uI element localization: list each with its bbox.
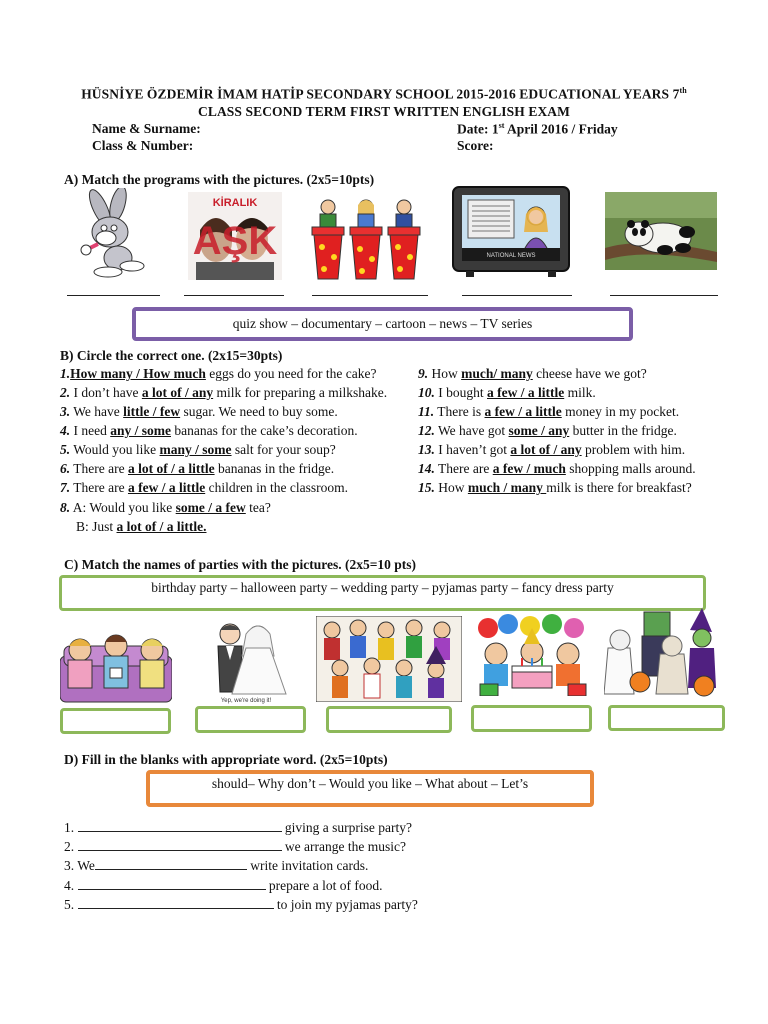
item-suffix: we arrange the music?: [281, 839, 406, 855]
question-number: 2.: [60, 385, 71, 400]
item-number: 2.: [64, 839, 75, 855]
question-number: 7.: [60, 480, 71, 495]
option-b8[interactable]: some / a few: [175, 500, 246, 515]
section-a-heading: A) Match the programs with the pictures. (2x5=10pts): [64, 172, 375, 187]
answer-line-a1[interactable]: [67, 295, 160, 296]
item-suffix: write invitation cards.: [246, 858, 369, 874]
question-text-after: bananas in the fridge.: [214, 461, 335, 476]
question-b-right-1: [418, 385, 596, 401]
question-text-after: eggs do you need for the cake?: [205, 366, 377, 381]
pyjamas-party-picture: [60, 616, 172, 704]
question-text-after: milk for preparing a milkshake.: [213, 385, 388, 400]
question-b-right-6: [418, 480, 692, 496]
question-text-after: money in my pocket.: [561, 404, 680, 419]
question-b-left-2: [60, 404, 338, 420]
question-b-right-5: [418, 461, 696, 477]
question-text-after: salt for your soup?: [231, 442, 336, 457]
question-number: 14.: [418, 461, 435, 476]
answer-option[interactable]: much / many: [467, 480, 547, 495]
answer-option[interactable]: a lot of / a little: [127, 461, 215, 476]
question-number: 10.: [418, 385, 435, 400]
halloween-party-picture: [604, 608, 720, 698]
section-c-heading: C) Match the names of parties with the pictures. (2x5=10 pts): [64, 557, 417, 572]
svg-text:Yep, we're doing it!: Yep, we're doing it!: [220, 698, 272, 704]
question-number: 3.: [60, 404, 71, 419]
question-number: 15.: [418, 480, 435, 495]
question-text-after: shopping malls around.: [565, 461, 696, 476]
answer-option[interactable]: a lot of / any: [510, 442, 582, 457]
blank-input[interactable]: [78, 897, 274, 909]
section-a-word-options: quiz show – documentary – cartoon – news – TV series: [232, 316, 533, 331]
section-c-word-options: birthday party – halloween party – wedding party – pyjamas party – fancy dress party: [151, 580, 614, 595]
question-text-after: bananas for the cake’s decoration.: [170, 423, 358, 438]
question-b-right-0: [418, 366, 647, 382]
name-label: Name & Surname:: [92, 121, 201, 136]
question-b-right-3: [418, 423, 677, 439]
question-number: 5.: [60, 442, 71, 457]
question-text-before: I bought: [434, 385, 487, 400]
question-b8-answer: B: Just a lot of / a little.: [76, 519, 207, 534]
answer-option[interactable]: much/ many: [461, 366, 533, 381]
blank-input[interactable]: [78, 820, 282, 832]
item-number: 3.: [64, 858, 75, 874]
answer-option[interactable]: a lot of / any: [141, 385, 214, 400]
question-b-left-5: [60, 461, 334, 477]
question-text-before: There is: [434, 404, 485, 419]
question-b-left-0: [60, 366, 376, 382]
section-d-heading: D) Fill in the blanks with appropriate word. (2x5=10pts): [64, 752, 388, 767]
answer-option[interactable]: some / any: [508, 423, 570, 438]
section-d-word-options: should– Why don’t – Would you like – What about – Let’s: [211, 776, 529, 791]
fancy-dress-party-picture: [316, 616, 462, 702]
question-text-after: butter in the fridge.: [569, 423, 677, 438]
item-suffix: prepare a lot of food.: [265, 877, 383, 893]
answer-line-a2[interactable]: [184, 295, 284, 296]
blank-input[interactable]: [95, 858, 247, 870]
answer-option[interactable]: a few / a little: [484, 404, 562, 419]
kiralik-ask-tv-series-picture: [188, 192, 282, 280]
option-b8-answer[interactable]: a lot of / a little.: [116, 519, 207, 534]
exam-title-line1: HÜSNİYE ÖZDEMİR İMAM HATİP SECONDARY SCHOOL 2015-2016 EDUCATIONAL YEARS 7th: [81, 86, 687, 102]
fill-item-1: [64, 820, 412, 836]
fill-item-3: [64, 858, 368, 874]
question-number: 13.: [418, 442, 435, 457]
item-number: 4.: [64, 877, 75, 893]
question-b-left-6: [60, 480, 348, 496]
question-text-before: I don’t have: [70, 385, 142, 400]
question-text-after: cheese have we got?: [532, 366, 647, 381]
answer-box-c1[interactable]: [60, 708, 171, 734]
question-b-left-4: [60, 442, 336, 458]
question-text-after: problem with him.: [581, 442, 686, 457]
birthday-party-picture: [474, 614, 592, 696]
class-label: Class & Number:: [92, 138, 194, 153]
question-text-after: children in the classroom.: [205, 480, 349, 495]
question-b-left-1: [60, 385, 387, 401]
question-text-before: I need: [70, 423, 111, 438]
answer-box-c3[interactable]: [326, 706, 452, 733]
answer-line-a3[interactable]: [312, 295, 428, 296]
section-b-heading: B) Circle the correct one. (2x15=30pts): [60, 348, 283, 363]
question-text-before: How: [434, 480, 468, 495]
question-number: 4.: [60, 423, 71, 438]
question-text-after: milk is there for breakfast?: [546, 480, 692, 495]
question-text-before: I haven’t got: [434, 442, 511, 457]
blank-input[interactable]: [78, 878, 266, 890]
item-number: 5.: [64, 896, 75, 912]
answer-box-c4[interactable]: [471, 705, 592, 732]
question-number: 12.: [418, 423, 435, 438]
fill-item-5: [64, 897, 418, 913]
question-text-before: There are: [434, 461, 493, 476]
item-prefix: We: [77, 858, 95, 874]
question-b-left-3: [60, 423, 358, 439]
answer-option[interactable]: any / some: [110, 423, 171, 438]
fill-item-4: [64, 878, 382, 894]
question-text-before: There are: [70, 461, 128, 476]
question-text-after: milk.: [564, 385, 596, 400]
svg-text:NATIONAL NEWS: NATIONAL NEWS: [486, 253, 536, 259]
answer-option[interactable]: How many / How much: [70, 366, 206, 381]
question-text-before: Would you like: [70, 442, 160, 457]
quiz-show-picture: [310, 195, 422, 281]
question-b-right-4: [418, 442, 685, 458]
fill-item-2: [64, 839, 406, 855]
question-text-before: We have: [70, 404, 124, 419]
question-number: 6.: [60, 461, 71, 476]
blank-input[interactable]: [78, 839, 282, 851]
question-text-after: sugar. We need to buy some.: [180, 404, 338, 419]
bugs-bunny-cartoon-picture: [68, 188, 160, 280]
item-number: 1.: [64, 820, 75, 835]
question-text-before: There are: [70, 480, 128, 495]
question-text-before: How: [428, 366, 462, 381]
panda-documentary-picture: [605, 192, 717, 270]
svg-text:KİRALIK: KİRALIK: [212, 197, 258, 209]
question-number: 1.: [60, 366, 71, 381]
date-label: Date: 1st April 2016 / Friday: [457, 121, 618, 137]
section-c-word-box: [59, 575, 706, 611]
question-number: 9.: [418, 366, 429, 381]
question-b-right-2: [418, 404, 679, 420]
question-b8: 8. A: Would you like some / a few tea?: [60, 500, 271, 515]
answer-option[interactable]: a few / a little: [127, 480, 206, 495]
question-text-before: We have got: [434, 423, 509, 438]
question-number: 11.: [418, 404, 435, 419]
answer-box-c5[interactable]: [608, 705, 725, 731]
answer-line-a5[interactable]: [610, 295, 718, 296]
svg-text:AŞK: AŞK: [192, 219, 278, 263]
answer-option[interactable]: a few / a little: [487, 385, 565, 400]
section-d-word-box: [146, 770, 594, 807]
section-a-word-box: [132, 307, 633, 341]
answer-line-a4[interactable]: [462, 295, 572, 296]
answer-option[interactable]: many / some: [159, 442, 232, 457]
answer-option[interactable]: little / few: [123, 404, 181, 419]
exam-title-line2: CLASS SECOND TERM FIRST WRITTEN ENGLISH EXAM: [198, 104, 570, 119]
answer-option[interactable]: a few / much: [492, 461, 566, 476]
news-tv-picture: [452, 186, 570, 278]
item-suffix: to join my pyjamas party?: [273, 896, 418, 912]
score-label: Score:: [457, 138, 494, 153]
wedding-party-picture: [196, 616, 300, 704]
answer-box-c2[interactable]: [195, 706, 306, 733]
item-suffix: giving a surprise party?: [281, 820, 412, 835]
